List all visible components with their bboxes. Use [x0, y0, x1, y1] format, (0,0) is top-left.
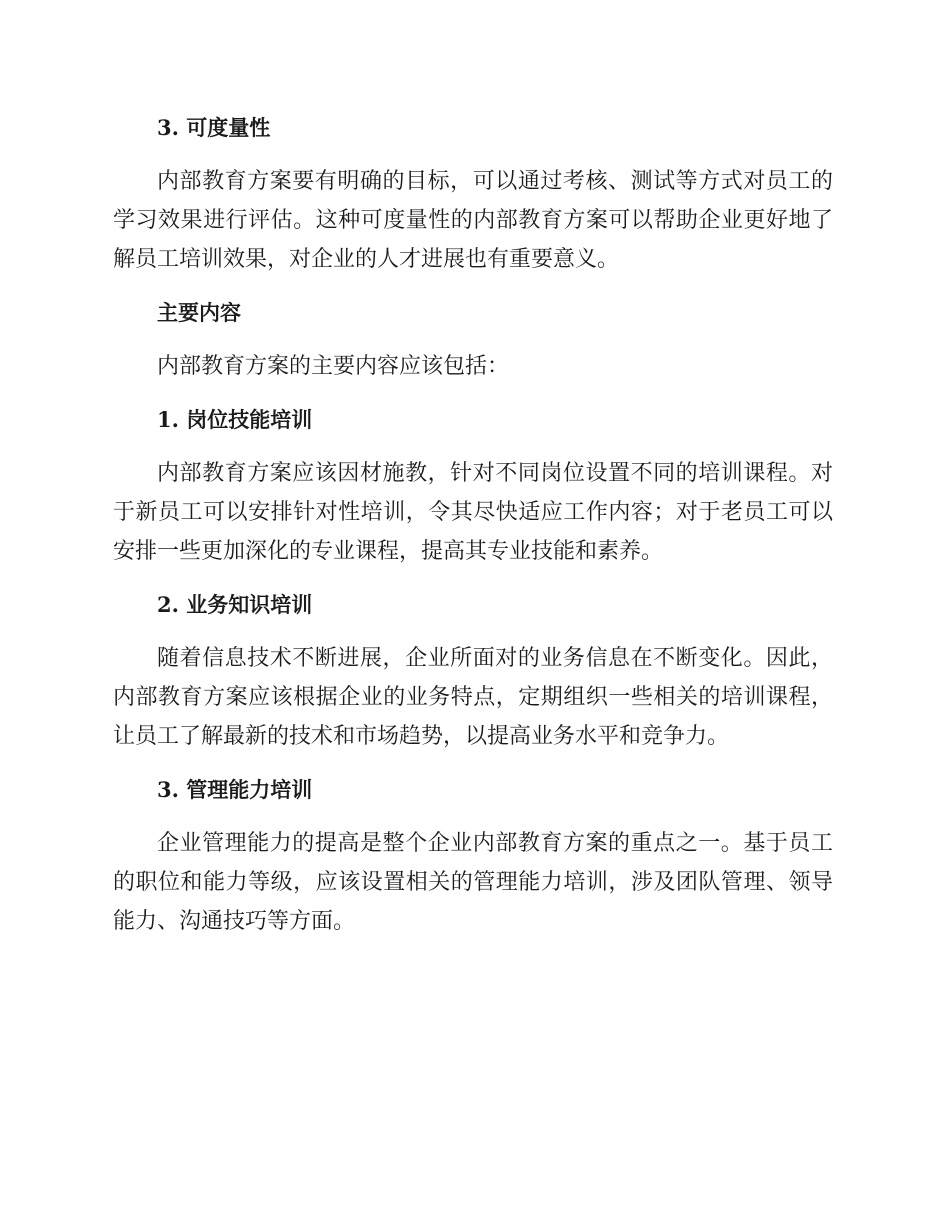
- section-heading-main-content: 主要内容: [157, 300, 241, 325]
- paragraph-measurability: 内部教育方案要有明确的目标，可以通过考核、测试等方式对员工的学习效果进行评估。这种可度量性的内部教育方案可以帮助企业更好地了解员工培训效果，对企业的人才进展也有重要意义。: [113, 169, 833, 272]
- paragraph-business-knowledge: 随着信息技术不断进展，企业所面对的业务信息在不断变化。因此，内部教育方案应该根据企业的业务特点，定期组织一些相关的培训课程，让员工了解最新的技术和市场趋势，以提高业务水平和竞争力。: [113, 646, 833, 749]
- document-page: [113, 108, 833, 955]
- paragraph-management: 企业管理能力的提高是整个企业内部教育方案的重点之一。基于员工的职位和能力等级，应该设置相关的管理能力培训，涉及团队管理、领导能力、沟通技巧等方面。: [113, 831, 833, 934]
- section-heading-job-skills: 1. 岗位技能培训: [157, 407, 313, 432]
- section-heading-management: 3. 管理能力培训: [157, 777, 313, 802]
- section-heading-business-knowledge: 2. 业务知识培训: [157, 592, 313, 617]
- paragraph-main-content-intro: 内部教育方案的主要内容应该包括：: [157, 354, 510, 379]
- paragraph-job-skills: 内部教育方案应该因材施教，针对不同岗位设置不同的培训课程。对于新员工可以安排针对性培训，令其尽快适应工作内容；对于老员工可以安排一些更加深化的专业课程，提高其专业技能和素养。: [113, 461, 833, 564]
- section-heading-measurability: 3. 可度量性: [157, 115, 271, 140]
